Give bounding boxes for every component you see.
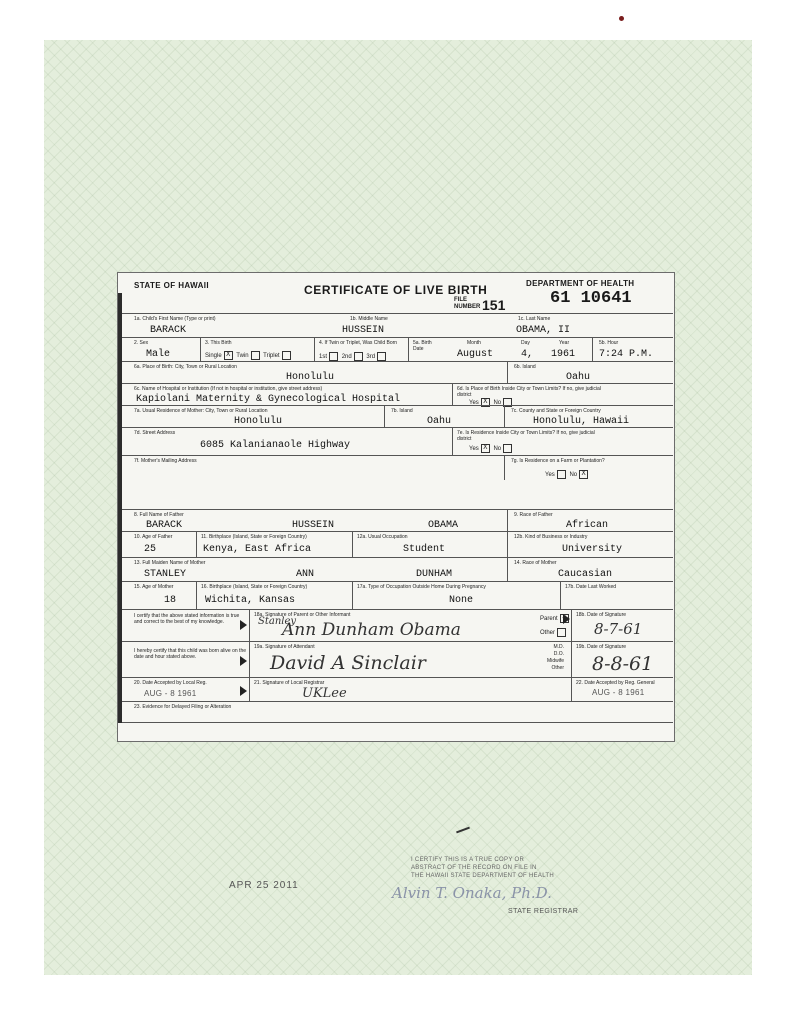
attendant-arrow bbox=[240, 656, 247, 666]
label-twin-order: 4. If Twin or Triplet, Was Child Born bbox=[319, 340, 398, 346]
third-checkbox bbox=[377, 352, 386, 361]
parent-signature: Ann Dunham Obama bbox=[282, 620, 461, 640]
father-occupation: Student bbox=[403, 544, 446, 555]
label-mother-name: 13. Full Maiden Name of Mother bbox=[134, 560, 206, 566]
residence-inside-options bbox=[469, 444, 514, 453]
birth-island: Oahu bbox=[566, 372, 591, 383]
label-residence-island: 7b. Island bbox=[391, 408, 413, 414]
single-checkbox: X bbox=[224, 351, 233, 360]
accepted-local-stamp: AUG - 8 1961 bbox=[144, 689, 197, 698]
informant-statement: I certify that the above stated information is true and correct to the best of my knowledge. bbox=[134, 613, 240, 625]
row-mailing bbox=[122, 455, 673, 480]
label-inside-limits: 6d. Is Place of Birth Inside City or Town Limits? If no, give judicial district bbox=[457, 386, 601, 398]
farm-yes-checkbox bbox=[557, 470, 566, 479]
mother-occupation: None bbox=[449, 595, 474, 606]
attendant-options bbox=[536, 644, 564, 672]
other2-label: Other bbox=[551, 665, 564, 671]
cell-residence-island bbox=[384, 406, 505, 428]
no-checkbox bbox=[503, 444, 512, 453]
label-county: 7c. County and State or Foreign Country bbox=[511, 408, 601, 414]
cell-father-business bbox=[507, 532, 674, 558]
father-first-name: BARACK bbox=[146, 520, 183, 531]
label-mother-race: 14. Race of Mother bbox=[514, 560, 557, 566]
state-registrar-title: STATE REGISTRAR bbox=[508, 908, 579, 915]
label-this-birth: 3. This Birth bbox=[205, 340, 232, 346]
true-copy-statement bbox=[411, 856, 554, 880]
cell-residence-inside bbox=[452, 428, 674, 456]
label-year: Year bbox=[559, 340, 570, 346]
file-number-long: 61 10641 bbox=[550, 289, 632, 308]
label-father-occupation: 12a. Usual Occupation bbox=[357, 534, 408, 540]
row-evidence bbox=[122, 701, 673, 723]
child-last-name: OBAMA, II bbox=[516, 325, 571, 336]
file-number-label: FILE NUMBER bbox=[454, 297, 481, 310]
yes-checkbox: X bbox=[481, 398, 490, 407]
midwife-label: Midwife bbox=[547, 658, 564, 664]
state-label: STATE OF HAWAII bbox=[134, 281, 210, 290]
cell-mother-occupation bbox=[352, 582, 561, 610]
hospital-name: Kapiolani Maternity & Gynecological Hospital bbox=[136, 394, 401, 405]
row-attendant bbox=[122, 641, 673, 678]
ink-speck bbox=[619, 16, 624, 21]
attendant-signature: David A Sinclair bbox=[270, 652, 426, 674]
cell-birth-order bbox=[314, 338, 409, 362]
mother-birthplace: Wichita, Kansas bbox=[205, 595, 296, 606]
yes-label: Yes bbox=[469, 400, 479, 407]
label-accepted-local: 20. Date Accepted by Local Reg. bbox=[134, 680, 207, 686]
label-accepted-general: 22. Date Accepted by Reg. General bbox=[576, 680, 655, 686]
parent-label: Parent bbox=[540, 616, 558, 623]
mother-middle-name: ANN bbox=[296, 569, 315, 580]
label-local-registrar: 21. Signature of Local Registrar bbox=[254, 680, 325, 686]
row-hospital bbox=[122, 383, 673, 406]
cell-farm bbox=[504, 456, 674, 480]
label-birth-date: 5a. Birth Date bbox=[413, 340, 432, 352]
row-informant bbox=[122, 609, 673, 642]
birth-day: 4, bbox=[521, 349, 534, 360]
true-copy-line-3: THE HAWAII STATE DEPARTMENT OF HEALTH bbox=[411, 873, 554, 879]
md-label: M.D. bbox=[553, 644, 564, 650]
cell-birth-hour bbox=[592, 338, 674, 362]
no-label: No bbox=[569, 472, 578, 479]
row-mother-details bbox=[122, 581, 673, 610]
twin-checkbox bbox=[251, 351, 260, 360]
mother-first-name: STANLEY bbox=[144, 569, 187, 580]
label-father-birthplace: 11. Birthplace (Island, State or Foreign Country) bbox=[201, 534, 307, 540]
accepted-general-stamp: AUG - 8 1961 bbox=[592, 688, 645, 697]
cell-father-birthplace bbox=[196, 532, 353, 558]
father-age: 25 bbox=[144, 544, 157, 555]
label-mother-birthplace: 16. Birthplace (Island, State or Foreign Country) bbox=[201, 584, 308, 590]
twin-label: Twin bbox=[236, 353, 249, 360]
cell-island bbox=[507, 362, 674, 384]
residence-street: 6085 Kalanianaole Highway bbox=[200, 440, 351, 451]
label-sex: 2. Sex bbox=[134, 340, 149, 346]
mother-last-name: DUNHAM bbox=[416, 569, 453, 580]
other-label: Other bbox=[540, 630, 556, 637]
triplet-checkbox bbox=[282, 351, 291, 360]
certification-date-stamp: APR 25 2011 bbox=[229, 880, 299, 891]
cell-local-registrar bbox=[249, 678, 572, 702]
cell-father-occupation bbox=[352, 532, 508, 558]
cell-parent-signature bbox=[249, 610, 572, 642]
farm-no-checkbox: X bbox=[579, 470, 588, 479]
child-sex: Male bbox=[146, 349, 171, 360]
label-date-signature: 18b. Date of Signature bbox=[576, 612, 627, 618]
birth-certificate-form bbox=[117, 272, 675, 742]
label-father-age: 10. Age of Father bbox=[134, 534, 173, 540]
cell-date-signature bbox=[571, 610, 674, 642]
informant-arrow bbox=[240, 620, 247, 630]
no-label: No bbox=[493, 400, 502, 407]
mother-race: Caucasian bbox=[558, 569, 613, 580]
department-label: DEPARTMENT OF HEALTH bbox=[526, 279, 635, 288]
label-attendant-signature: 19a. Signature of Attendant bbox=[254, 644, 315, 650]
label-residence-inside: 7e. Is Residence Inside City or Town Limits? If no, give judicial district bbox=[457, 430, 595, 442]
cell-father-race bbox=[507, 510, 674, 532]
third-label: 3rd bbox=[366, 354, 376, 361]
label-last-name: 1c. Last Name bbox=[518, 316, 551, 322]
father-race: African bbox=[566, 520, 609, 531]
label-street: 7d. Street Address bbox=[134, 430, 176, 436]
child-middle-name: HUSSEIN bbox=[342, 325, 385, 336]
row-street bbox=[122, 427, 673, 456]
row-father-name bbox=[122, 509, 673, 532]
father-middle-name: HUSSEIN bbox=[292, 520, 335, 531]
father-birthplace: Kenya, East Africa bbox=[203, 544, 312, 555]
label-father-business: 12b. Kind of Business or Industry bbox=[514, 534, 588, 540]
label-island: 6b. Island bbox=[514, 364, 536, 370]
row-registrar bbox=[122, 677, 673, 702]
second-label: 2nd bbox=[341, 354, 352, 361]
place-of-birth-city: Honolulu bbox=[286, 372, 335, 383]
label-first-name: 1a. Child's First Name (Type or print) bbox=[134, 316, 216, 322]
triplet-label: Triplet bbox=[263, 353, 280, 360]
birth-year: 1961 bbox=[551, 349, 576, 360]
label-date-signature-2: 19b. Date of Signature bbox=[576, 644, 627, 650]
label-residence-city: 7a. Usual Residence of Mother: City, Town or Rural Location bbox=[134, 408, 268, 414]
row-residence bbox=[122, 405, 673, 428]
registrar-arrow bbox=[240, 686, 247, 696]
birth-order-options bbox=[319, 352, 388, 361]
child-first-name: BARACK bbox=[150, 325, 187, 336]
row-place-of-birth bbox=[122, 361, 673, 384]
cell-birth-date bbox=[408, 338, 593, 362]
residence-county: Honolulu, Hawaii bbox=[533, 416, 630, 427]
row-mother-name bbox=[122, 557, 673, 582]
residence-city: Honolulu bbox=[234, 416, 283, 427]
attendant-statement: I hereby certify that this child was born alive on the date and hour stated above. bbox=[134, 648, 247, 660]
cell-accepted-general bbox=[571, 678, 674, 702]
yes-label: Yes bbox=[469, 446, 479, 453]
cell-date-signature-2 bbox=[571, 642, 674, 678]
certificate-title: CERTIFICATE OF LIVE BIRTH bbox=[304, 283, 488, 297]
other-checkbox bbox=[557, 628, 566, 637]
label-day: Day bbox=[521, 340, 530, 346]
birth-month: August bbox=[457, 349, 494, 360]
yes-checkbox: X bbox=[481, 444, 490, 453]
label-mother-last-worked: 17b. Date Last Worked bbox=[565, 584, 617, 590]
date-signature-2: 8-8-61 bbox=[592, 653, 654, 675]
label-father-race: 9. Race of Father bbox=[514, 512, 553, 518]
cell-mother-birthplace bbox=[196, 582, 353, 610]
label-mailing: 7f. Mother's Mailing Address bbox=[134, 458, 197, 464]
true-copy-line-1: I CERTIFY THIS IS A TRUE COPY OR bbox=[411, 857, 525, 863]
residence-island: Oahu bbox=[427, 416, 452, 427]
true-copy-line-2: ABSTRACT OF THE RECORD ON FILE IN bbox=[411, 865, 537, 871]
label-mother-age: 15. Age of Mother bbox=[134, 584, 174, 590]
label-place-city: 6a. Place of Birth: City, Town or Rural Location bbox=[134, 364, 237, 370]
mother-age: 18 bbox=[164, 595, 177, 606]
father-last-name: OBAMA bbox=[428, 520, 459, 531]
cell-mother-race bbox=[507, 558, 674, 582]
local-registrar-signature: UKLee bbox=[302, 686, 347, 701]
label-month: Month bbox=[467, 340, 481, 346]
first-checkbox bbox=[329, 352, 338, 361]
label-parent-signature: 18a. Signature of Parent or Other Informant bbox=[254, 612, 351, 618]
parent-signature-above: Stanley bbox=[258, 616, 297, 627]
birth-hour: 7:24 P.M. bbox=[599, 349, 654, 360]
label-hour: 5b. Hour bbox=[599, 340, 619, 346]
father-business: University bbox=[562, 544, 623, 555]
label-mother-occupation: 17a. Type of Occupation Outside Home During Pregnancy bbox=[357, 584, 486, 590]
row-father-details bbox=[122, 531, 673, 558]
date-arrow bbox=[563, 614, 570, 624]
second-checkbox bbox=[354, 352, 363, 361]
no-label: No bbox=[493, 446, 502, 453]
label-hospital: 6c. Name of Hospital or Institution (If not in hospital or institution, give street address) bbox=[134, 386, 323, 392]
cell-inside-limits bbox=[452, 384, 674, 406]
farm-options bbox=[545, 470, 590, 479]
do-label: D.O. bbox=[553, 651, 564, 657]
row-child-name bbox=[122, 313, 673, 338]
label-farm: 7g. Is Residence on a Farm or Plantation? bbox=[511, 458, 605, 464]
cell-mother-last-worked bbox=[560, 582, 674, 610]
first-label: 1st bbox=[319, 354, 328, 361]
cell-attendant-signature bbox=[249, 642, 572, 678]
single-option bbox=[205, 351, 293, 360]
label-evidence: 23. Evidence for Delayed Filing or Alteration bbox=[134, 704, 232, 710]
label-middle-name: 1b. Middle Name bbox=[350, 316, 388, 322]
other-option bbox=[540, 628, 568, 637]
label-father-name: 8. Full Name of Father bbox=[134, 512, 184, 518]
cell-county bbox=[504, 406, 674, 428]
single-label: Single bbox=[205, 353, 222, 360]
yes-label: Yes bbox=[545, 472, 555, 479]
parent-checkbox: ✓ bbox=[560, 614, 569, 623]
date-signature: 8-7-61 bbox=[594, 620, 643, 638]
file-number-short: 151 bbox=[482, 297, 506, 313]
state-registrar-signature: Alvin T. Onaka, Ph.D. bbox=[392, 884, 552, 902]
cell-this-birth bbox=[200, 338, 315, 362]
row-birth-details bbox=[122, 337, 673, 362]
